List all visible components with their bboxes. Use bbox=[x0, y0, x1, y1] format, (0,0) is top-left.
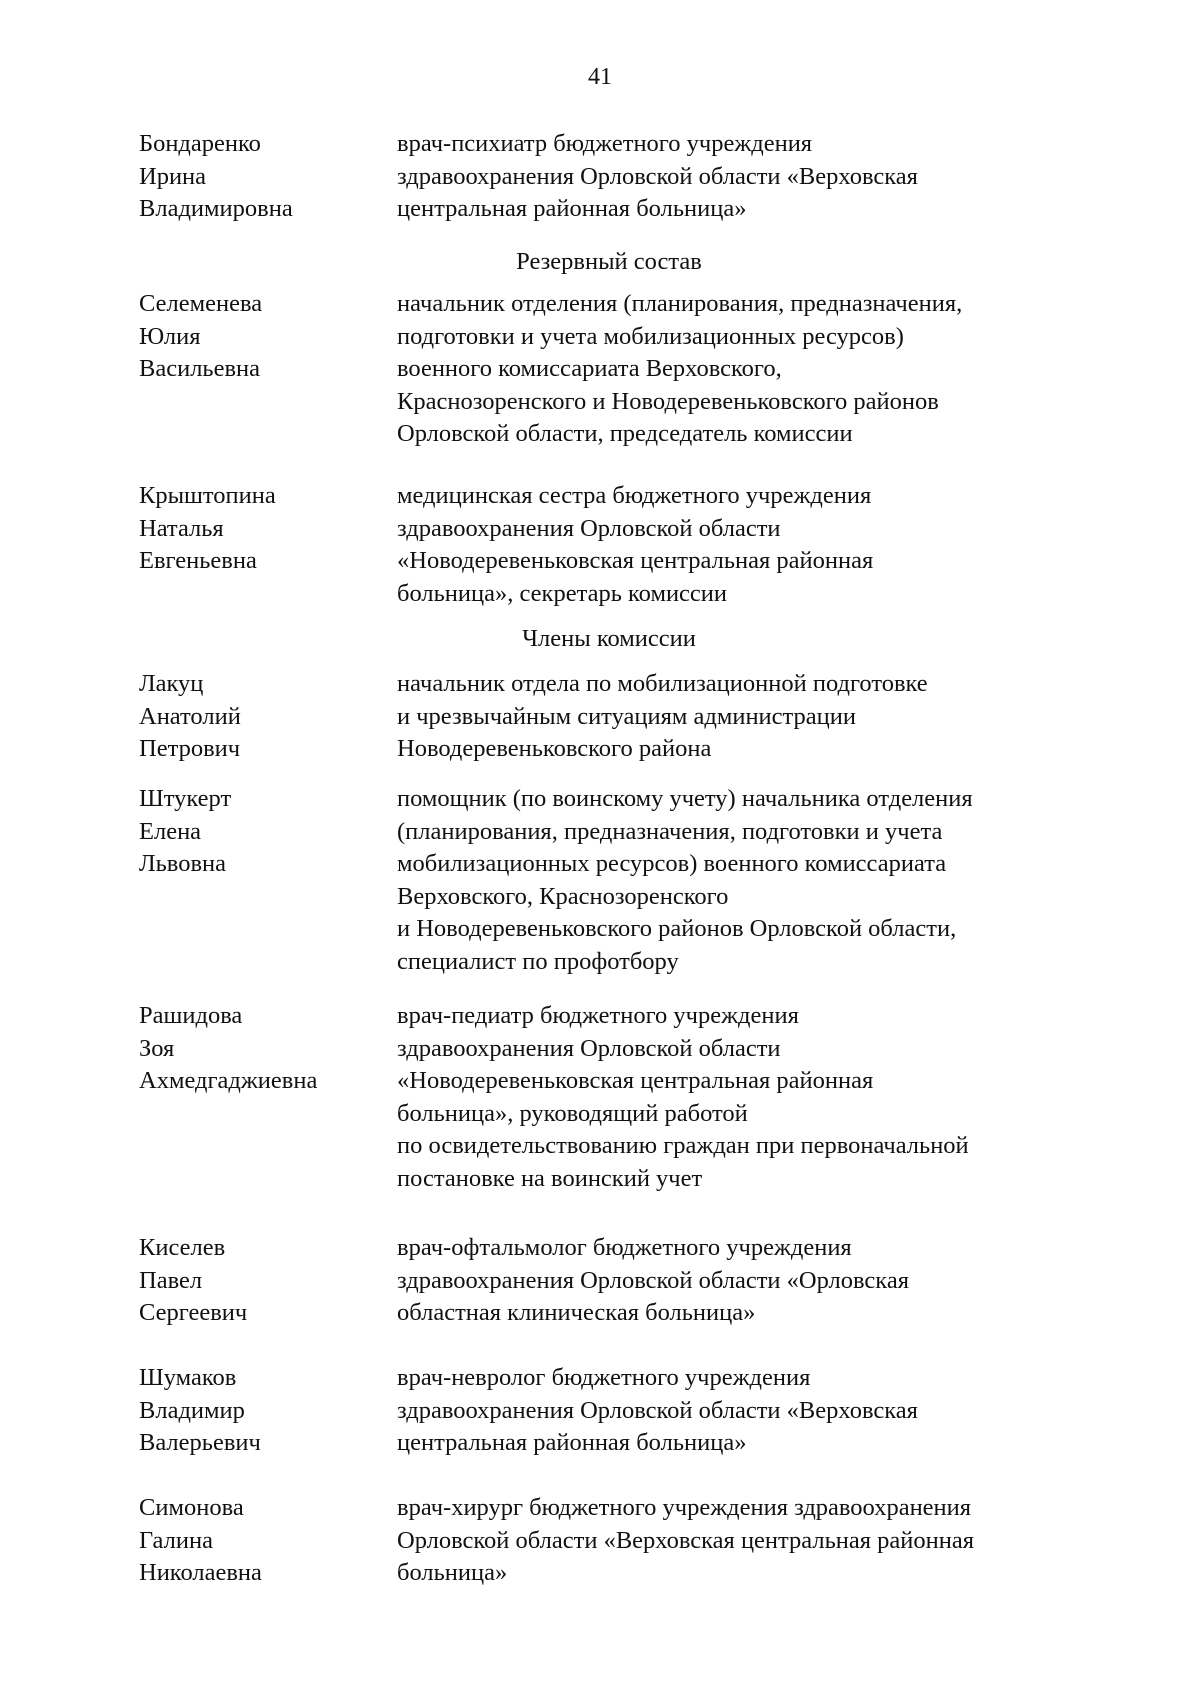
position-line: постановке на воинский учет bbox=[397, 1164, 703, 1192]
position-line: врач-психиатр бюджетного учреждения bbox=[397, 130, 813, 157]
position-line: помощник (по воинскому учету) начальника отделения bbox=[397, 785, 973, 812]
member-surname: Бондаренко bbox=[139, 130, 261, 157]
position-line: Орловской области, председатель комиссии bbox=[397, 420, 853, 447]
member-name bbox=[139, 668, 389, 766]
position-line: врач-педиатр бюджетного учреждения bbox=[397, 1002, 799, 1029]
member-patronymic: Валерьевич bbox=[139, 1429, 261, 1456]
member-name bbox=[139, 783, 389, 881]
member-first-name: Юлия bbox=[139, 322, 201, 350]
position-line: начальник отдела по мобилизационной подготовке bbox=[397, 670, 928, 697]
position-line: врач-невролог бюджетного учреждения bbox=[397, 1364, 811, 1391]
member-first-name: Галина bbox=[139, 1526, 213, 1554]
member-patronymic: Владимировна bbox=[139, 195, 293, 222]
position-line: по освидетельствованию граждан при первоначальной bbox=[397, 1132, 969, 1159]
position-line: здравоохранения Орловской области bbox=[397, 514, 781, 542]
member-name bbox=[139, 288, 389, 386]
member-name bbox=[139, 480, 389, 578]
member-position bbox=[397, 128, 1097, 226]
member-patronymic: Петрович bbox=[139, 735, 241, 762]
member-patronymic: Ахмедгаджиевна bbox=[139, 1067, 318, 1094]
position-line: больница», руководящий работой bbox=[397, 1099, 748, 1127]
member-patronymic: Сергеевич bbox=[139, 1299, 248, 1326]
position-line: Верховского, Краснозоренского bbox=[397, 882, 729, 910]
member-position bbox=[397, 1232, 1097, 1330]
member-first-name: Павел bbox=[139, 1266, 203, 1294]
member-first-name: Елена bbox=[139, 817, 202, 845]
member-name bbox=[139, 1492, 389, 1590]
member-patronymic: Николаевна bbox=[139, 1559, 262, 1586]
section-heading-reserve: Резервный состав bbox=[516, 248, 702, 275]
member-position bbox=[397, 480, 1097, 610]
section-heading-members: Члены комиссии bbox=[522, 625, 696, 652]
position-line: Краснозоренского и Новодеревеньковского районов bbox=[397, 387, 939, 415]
position-line: мобилизационных ресурсов) военного комиссариата bbox=[397, 850, 947, 877]
position-line: центральная районная больница» bbox=[397, 1429, 747, 1456]
member-name bbox=[139, 128, 389, 226]
member-surname: Лакуц bbox=[139, 670, 204, 697]
position-line: медицинская сестра бюджетного учреждения bbox=[397, 482, 872, 509]
position-line: здравоохранения Орловской области «Орловская bbox=[397, 1266, 909, 1294]
member-first-name: Анатолий bbox=[139, 702, 241, 730]
member-name bbox=[139, 1000, 389, 1098]
member-position bbox=[397, 668, 1097, 766]
member-position bbox=[397, 783, 1097, 978]
position-line: здравоохранения Орловской области bbox=[397, 1034, 781, 1062]
position-line: подготовки и учета мобилизационных ресурсов) bbox=[397, 322, 904, 350]
member-position bbox=[397, 1492, 1097, 1590]
position-line: военного комиссариата Верховского, bbox=[397, 355, 782, 382]
member-patronymic: Евгеньевна bbox=[139, 547, 257, 574]
member-first-name: Зоя bbox=[139, 1034, 175, 1062]
member-surname: Киселев bbox=[139, 1234, 226, 1261]
position-line: «Новодеревеньковская центральная районная bbox=[397, 547, 874, 574]
position-line: начальник отделения (планирования, предназначения, bbox=[397, 290, 963, 317]
position-line: здравоохранения Орловской области «Верховская bbox=[397, 1396, 918, 1424]
member-surname: Селеменева bbox=[139, 290, 263, 317]
position-line: (планирования, предназначения, подготовки и учета bbox=[397, 817, 943, 845]
member-patronymic: Васильевна bbox=[139, 355, 261, 382]
member-first-name: Ирина bbox=[139, 162, 207, 190]
member-position bbox=[397, 288, 1097, 451]
member-surname: Симонова bbox=[139, 1494, 244, 1521]
member-surname: Крыштопина bbox=[139, 482, 276, 509]
member-position bbox=[397, 1000, 1097, 1195]
position-line: больница» bbox=[397, 1559, 508, 1586]
page-number: 41 bbox=[588, 64, 612, 90]
member-name bbox=[139, 1362, 389, 1460]
position-line: больница», секретарь комиссии bbox=[397, 579, 728, 607]
member-first-name: Наталья bbox=[139, 514, 224, 542]
member-name bbox=[139, 1232, 389, 1330]
member-position bbox=[397, 1362, 1097, 1460]
position-line: врач-хирург бюджетного учреждения здравоохранения bbox=[397, 1494, 972, 1521]
position-line: областная клиническая больница» bbox=[397, 1299, 756, 1326]
position-line: Орловской области «Верховская центральная районная bbox=[397, 1526, 975, 1554]
position-line: здравоохранения Орловской области «Верховская bbox=[397, 162, 918, 190]
position-line: и чрезвычайным ситуациям администрации bbox=[397, 702, 857, 730]
position-line: и Новодеревеньковского районов Орловской области, bbox=[397, 915, 957, 942]
position-line: врач-офтальмолог бюджетного учреждения bbox=[397, 1234, 852, 1261]
member-patronymic: Львовна bbox=[139, 850, 226, 877]
position-line: «Новодеревеньковская центральная районная bbox=[397, 1067, 874, 1094]
position-line: специалист по профотбору bbox=[397, 947, 679, 975]
member-first-name: Владимир bbox=[139, 1396, 245, 1424]
member-surname: Шумаков bbox=[139, 1364, 237, 1391]
position-line: центральная районная больница» bbox=[397, 195, 747, 222]
position-line: Новодеревеньковского района bbox=[397, 735, 712, 762]
member-surname: Рашидова bbox=[139, 1002, 243, 1029]
member-surname: Штукерт bbox=[139, 785, 232, 812]
